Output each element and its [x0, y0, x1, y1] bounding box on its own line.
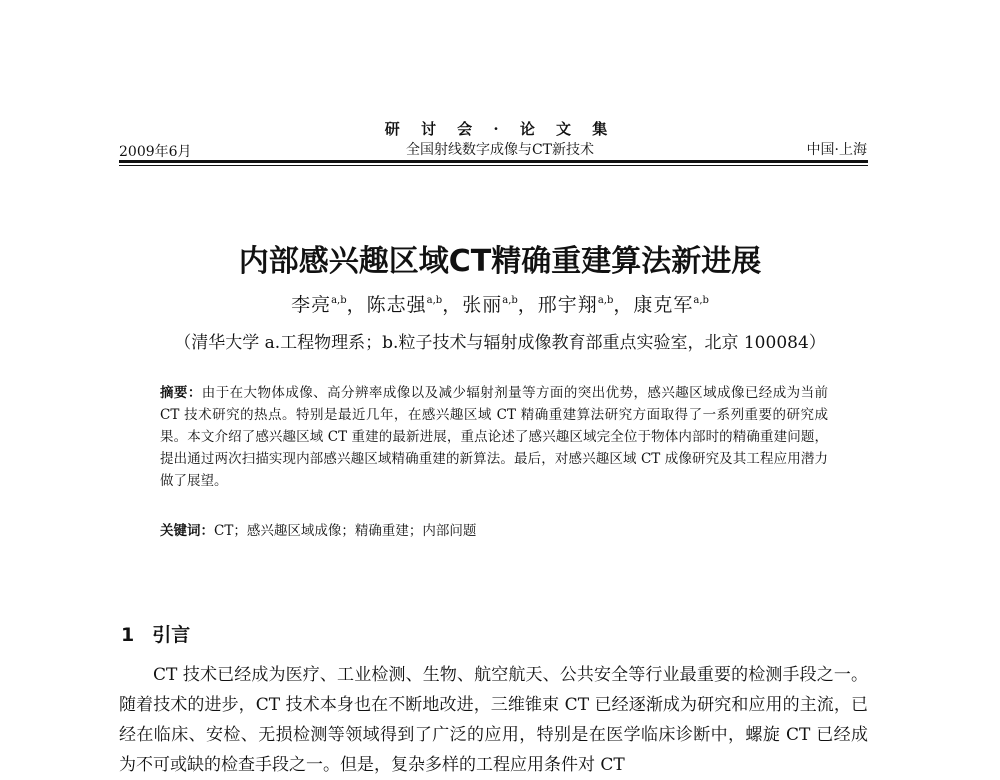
header-rule [119, 160, 868, 163]
author-name: 陈志强 [366, 294, 427, 316]
author-name: 李亮 [291, 294, 332, 316]
abstract-label: 摘要： [160, 385, 202, 401]
author-affiliation-mark: a,b [331, 295, 347, 306]
affiliation: （清华大学 a.工程物理系；b.粒子技术与辐射成像教育部重点实验室，北京 100084） [174, 333, 826, 353]
abstract [160, 382, 828, 492]
conference-location: 中国·上海 [806, 142, 867, 158]
header-rule-thin [119, 165, 868, 166]
publication-date: 2009年6月 [119, 144, 192, 160]
author-list: 李亮$^{a,b}$，陈志强$^{a,b}$，张丽$^{a,b}$，邢宇翔$^{a,b}$，康克军$^{a,b}$ [291, 294, 709, 316]
abstract-text: 由于在大物体成像、高分辨率成像以及减少辐射剂量等方面的突出优势，感兴趣区域成像已经成为当前 CT 技术研究的热点。特别是最近几年，在感兴趣区域 CT 精确重建算法研究方面取得了一系列重要的研究成果。本文介绍了感兴趣区域 CT 重建的最新进展，重点论述了感兴趣区域完全位于物体内部时的精确重建问题，提出通过两次扫描实现内部感兴趣区域精确重建的新算法。最后，对感兴趣区域 CT 成像研究及其工程应用潜力做了展望。 [160, 385, 829, 489]
conference-name: 全国射线数字成像与CT新技术 [405, 142, 595, 158]
section-heading [121, 620, 190, 647]
keywords-label: 关键词： [160, 523, 214, 539]
section-number: 1 [121, 624, 135, 646]
section-body-text: CT 技术已经成为医疗、工业检测、生物、航空航天、公共安全等行业最重要的检测手段之一。随着技术的进步，CT 技术本身也在不断地改进，三维锥束 CT 已经逐渐成为研究和应用的主流，已经在临床、安检、无损检测等领域得到了广泛的应用，特别是在医学临床诊断中，螺旋 CT 已经成为不可或缺的检查手段之一。但是，复杂多样的工程应用条件对 CT [119, 665, 868, 775]
keywords-text: CT；感兴趣区域成像；精确重建；内部问题 [214, 523, 477, 539]
author-name: 邢宇翔 [537, 294, 598, 316]
keywords [160, 519, 828, 539]
author-affiliation-mark: a,b [597, 295, 614, 306]
author-affiliation-mark: a,b [426, 295, 443, 306]
author-name: 康克军 [633, 294, 694, 316]
author-name: 张丽 [462, 294, 503, 316]
section-title: 引言 [152, 624, 191, 646]
paper-title: 内部感兴趣区域CT精确重建算法新进展 [238, 244, 762, 279]
author-affiliation-mark: a,b [502, 295, 518, 306]
proceedings-series: 研 讨 会 · 论 文 集 [384, 120, 616, 138]
author-affiliation-mark: a,b [693, 295, 709, 306]
